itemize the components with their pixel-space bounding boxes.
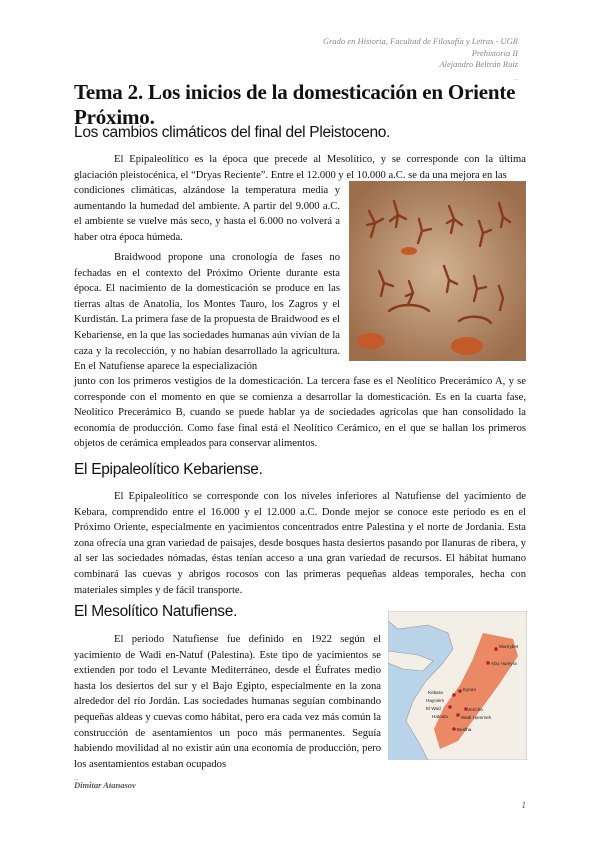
footer-dash: _ (74, 771, 79, 781)
header-author: Alejandro Beltrán Ruiz (439, 59, 518, 69)
map-label-abu-hureyra: Abu Hureyra (491, 661, 517, 666)
map-label-el-wad: El Wad (426, 706, 441, 711)
map-label-beidha: Beidha (457, 727, 472, 732)
map-label-kebara: Kebara (428, 690, 443, 695)
map-label-mureybet: Mureybet (499, 644, 519, 649)
paragraph-kebarian: El Epipaleolítico se corresponde con los niveles inferiores al Natufiense del yacimiento de Kebara, comprendido entre el 16.000 y el 12.000 a.C. Donde mejor se conoce este periodo es en el Próximo Oriente, especialmente en yacimientos concentrados entre Palestina y el norte de Jordania. Esta zona ofrecía una gran variedad de paisajes, desde bosques hasta desiertos pasando por llanuras de ribera, y al ser las sociedades nómadas, éstas tenían acceso a una gran variedad de recursos. El hábitat humano combinará las cuevas y abrigos rocosos con las primeras pequeñas aldeas temporales, hecha con materiales simples y de fácil transporte. (74, 491, 526, 596)
paragraph-natufian: El periodo Natufiense fue definido en 1922 según el yacimiento de Wadi en-Natuf (Palestina). Este tipo de yacimientos se extienden por todo el Levante Mediterráneo, desde el Éufrates medio hasta los desiertos del sur y el Bajo Egipto, especialmente en la zona alrededor del río Jordán. Las sociedades humanas seguían combinando pequeñas aldeas y cuevas como hábitat, pero era cada vez más común la construcción de asentamientos un poco más permanentes. Seguía habiendo movilidad al no existir aún una economía de producción, pero los asentamientos estaban ocupados (74, 634, 381, 770)
header-dash: _ (513, 70, 518, 81)
rock-art-figures (349, 181, 526, 361)
natufian-map-image (388, 611, 527, 760)
paragraph-braidwood: Braidwood propone una cronología de fases no fechadas en el contexto del Próximo Oriente durante esta época. El nacimiento de la domesticación se produce en las tierras altas de Anatolia, los Montes Tauro, los Zagros y el Kurdistán. La primera fase de la propuesta de Braidwood es el Kebariense, en la que las sociedades humanas aún vivían de la caza y la recolección, y no habían desarrollado la agricultura. En el Natufiense aparece la especialización (74, 252, 340, 373)
paragraph-phases: junto con los primeros vestigios de la domesticación. La tercera fase es el Neolítico Precerámico A, y se corresponde con el momento en que se comienza a desarrollar la domesticación. Es en la cuarta fase, Neolítico Precerámico B, cuando se puede hablar ya de sociedades agrícolas que han consolidado la economía de producción. Como fase final está el Neolítico Cerámico, en el que se hallan los primeros objetos de cerámica empleados para conservar alimentos. (74, 376, 526, 450)
section-heading-natufian: El Mesolítico Natufiense. (74, 603, 238, 620)
map-label-hatoula: Hatoula (432, 714, 448, 719)
header-course: Grado en Historia, Facultad de Filosofía y Letras - UGR (322, 36, 518, 46)
map-label-wadi-hammeh: Wadi Hammeh (461, 715, 492, 720)
section-heading-climate: Los cambios climáticos del final del Pleistoceno. (74, 124, 391, 141)
levant-map (388, 611, 527, 760)
document-title: Tema 2. Los inicios de la domesticación en Oriente Próximo. (74, 80, 516, 129)
paragraph-epipaleolithic-intro: El Epipaleolítico es la época que precede al Mesolítico, y se corresponde con la última glaciación pleistocénica, el “Dryas Reciente”. Entre el 12.000 y el 10.000 a.C. se da una mejora en las (74, 154, 526, 181)
paragraph-climate-conditions: condiciones climáticas, alzándose la temperatura media y aumentando la humedad del ambiente. A partir del 9.000 a.C. el ambiente se vuelve más seco, y hasta el 6.000 no volverá a haber otra época húmeda. (74, 185, 340, 243)
section-heading-kebarian: El Epipaleolítico Kebariense. (74, 461, 263, 478)
header-subject: Prehistoria II (471, 47, 518, 58)
footer-author: Dimitar Atanasov (74, 780, 136, 790)
page-number: 1 (521, 800, 526, 810)
page-header (323, 36, 518, 82)
rock-art-image (349, 181, 526, 361)
map-label-hayonim: Hayonim (426, 698, 445, 703)
map-label-eynan: Eynan (463, 687, 477, 692)
map-label-jericho: Jericho (468, 707, 483, 712)
